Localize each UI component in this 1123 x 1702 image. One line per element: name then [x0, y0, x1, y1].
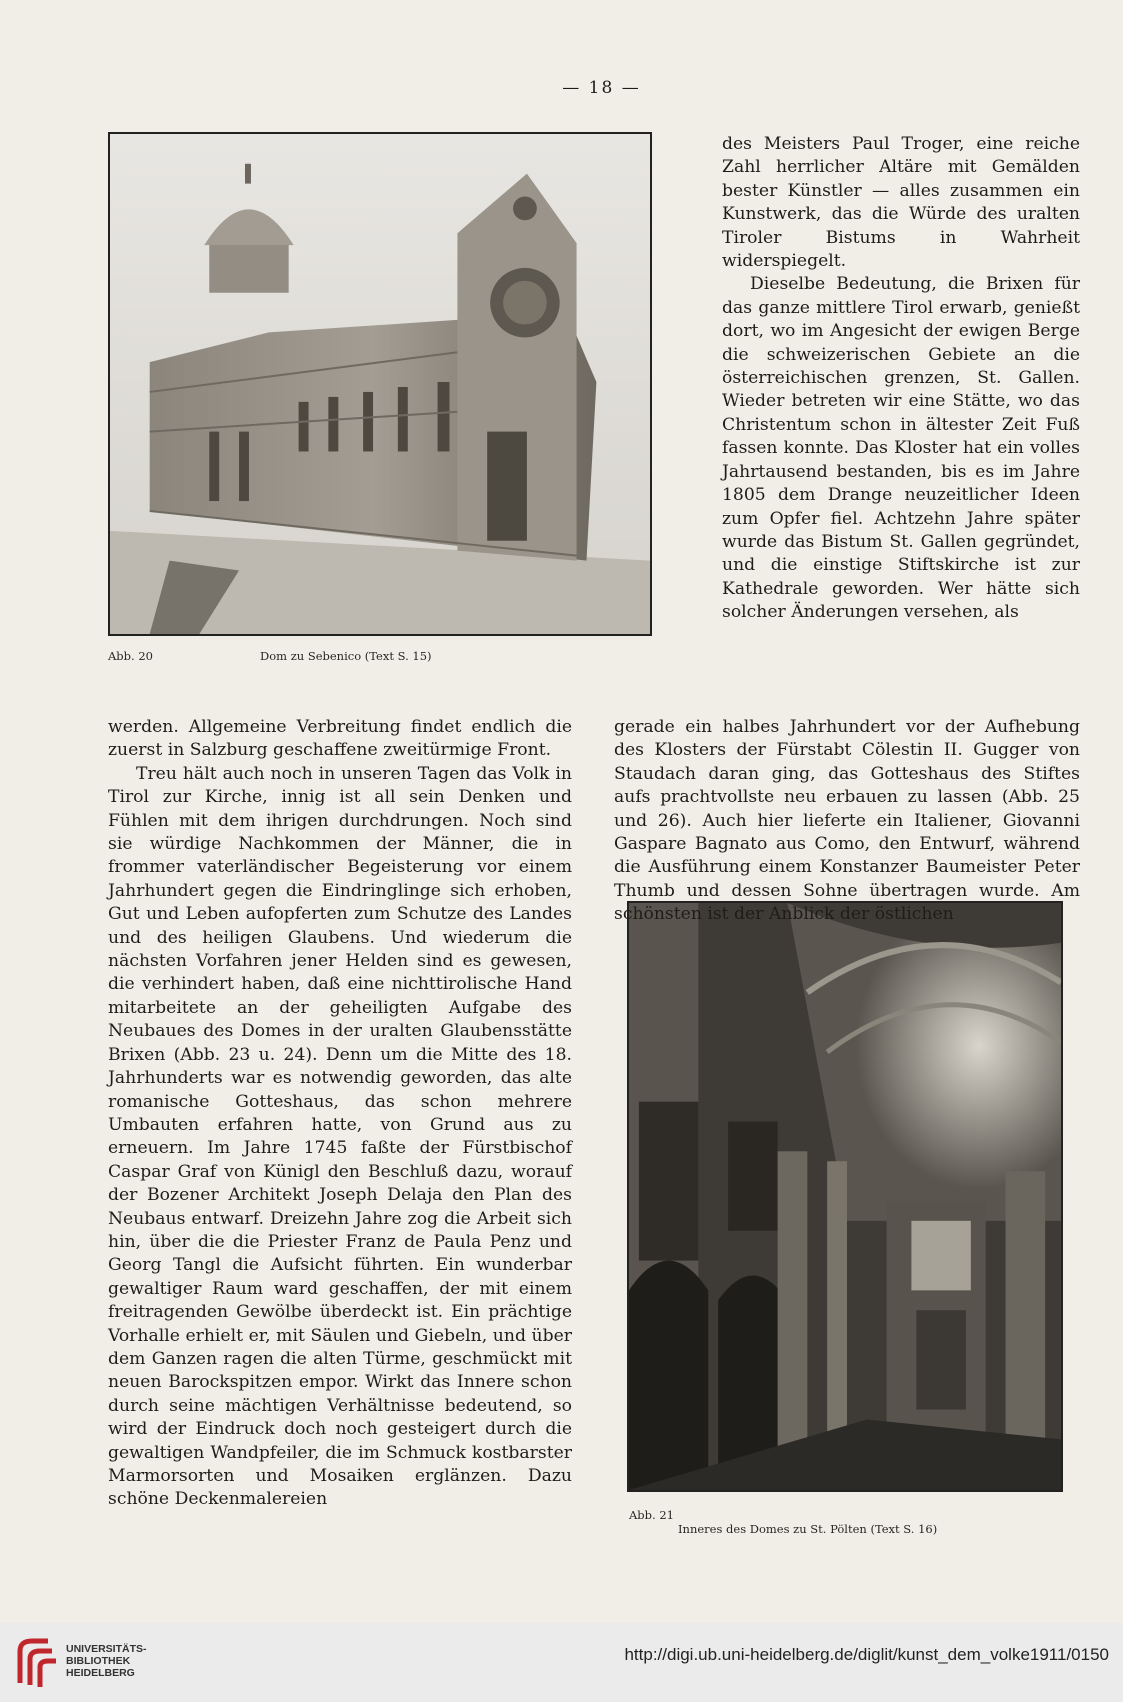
- footer-bar: [0, 1623, 1123, 1702]
- page-number: — 18 —: [562, 78, 641, 98]
- cathedral-interior-photo: [627, 901, 1063, 1492]
- text-column-mid-right: [614, 716, 1080, 927]
- figure-20-label: Abb. 20: [108, 649, 153, 663]
- paragraph: des Meisters Paul Troger, eine reiche Zahl herrlicher Altäre mit Gemälden bester Künstler — alles zusammen ein Kunstwerk, das die Würde des uralten Tiroler Bistums in Wahrheit widerspiegelt.: [722, 134, 1080, 272]
- cathedral-exterior-illustration: [110, 134, 650, 634]
- figure-20-caption: Dom zu Sebenico (Text S. 15): [260, 649, 432, 663]
- paragraph: Treu hält auch noch in unseren Tagen das Volk in Tirol zur Kirche, innig ist all sein Denken und Fühlen mit dem ihrigen durchdrungen. Noch sind sie würdige Nachkommen der Männer, die in frommer vaterländischer Begeisterung vor einem Jahrhundert gegen die Eindringlinge sich erhoben, Gut und Leben aufopferten zum Schutze des Landes und des heiligen Glaubens. Und wiederum die nächsten Vorfahren jener Helden sind es gewesen, die verhindert haben, daß eine nichttirolische Hand mitarbeitete an der geheiligten Aufgabe des Neubaues des Domes in der uralten Glaubensstätte Brixen (Abb. 23 u. 24). Denn um die Mitte des 18. Jahrhunderts war es notwendig geworden, das alte romanische Gotteshaus, das schon mehrere Umbauten erfahren hatte, von Grund aus zu erneuern. Im Jahre 1745 faßte der Fürstbischof Caspar Graf von Künigl den Beschluß dazu, worauf der Bozener Architekt Joseph Delaja den Plan des Neubaus entwarf. Dreizehn Jahre zog die Arbeit sich hin, über die die Priester Franz de Paula Penz und Georg Tangl die Aufsicht führten. Ein wunderbar gewaltiger Raum ward geschaffen, der mit einem freitragenden Gewölbe überdeckt ist. Ein prächtige Vorhalle erhielt er, mit Säulen und Giebeln, und über dem Ganzen ragen die alten Türme, geschmückt mit neuen Barockspitzen empor. Wirkt das Innere schon durch seine mächtigen Verhältnisse bedeutend, so wird der Eindruck doch noch gesteigert durch die gewaltigen Wandpfeiler, die im Schmuck kostbarster Marmorsorten und Mosaiken erglänzen. Dazu schöne Deckenmalereien: [108, 763, 572, 1510]
- library-name: UNIVERSITÄTS- BIBLIOTHEK HEIDELBERG: [66, 1643, 147, 1679]
- text-column-top-right: [722, 133, 1080, 625]
- figure-21-label: Abb. 21: [629, 1508, 674, 1522]
- cathedral-interior-illustration: [629, 903, 1061, 1490]
- paragraph: Dieselbe Bedeutung, die Brixen für das ganze mittlere Tirol erwarb, genießt dort, wo im Angesicht der ewigen Berge die schweizerischen Gebiete an die österreichischen grenzen, St. Gallen. Wieder betreten wir eine Stätte, wo das Christentum schon in ältester Zeit Fuß fassen konnte. Das Kloster hat ein volles Jahrtausend bestanden, bis es im Jahre 1805 dem Drange neuzeitlicher Ideen zum Opfer fiel. Achtzehn Jahre später wurde das Bistum St. Gallen gegründet, und die einstige Stiftskirche ist zur Kathedrale geworden. Wer hätte sich solcher Änderungen versehen, als: [722, 274, 1080, 623]
- source-url-link[interactable]: http://digi.ub.uni-heidelberg.de/diglit/kunst_dem_volke1911/0150: [624, 1645, 1109, 1664]
- figure-21-caption: Inneres des Domes zu St. Pölten (Text S. 16): [678, 1522, 938, 1536]
- paragraph-continued: gerade ein halbes Jahrhundert vor der Aufhebung des Klosters der Fürstabt Cölestin II. Gugger von Staudach daran ging, das Gotteshaus des Stiftes aufs prachtvollste neu erbauen zu lassen (Abb. 25 und 26). Auch hier lieferte ein Italiener, Giovanni Gaspare Bagnato aus Como, den Entwurf, während die Ausführung einem Konstanzer Baumeister Peter Thumb und dessen Sohne übertragen wurde. Am schönsten ist der Anblick der östlichen: [614, 717, 1080, 925]
- text-column-left: [108, 716, 572, 1512]
- university-library-logo-icon[interactable]: [12, 1633, 62, 1693]
- cathedral-exterior-photo: [108, 132, 652, 636]
- paragraph: werden. Allgemeine Verbreitung findet endlich die zuerst in Salzburg geschaffene zweitürmige Front.: [108, 717, 572, 761]
